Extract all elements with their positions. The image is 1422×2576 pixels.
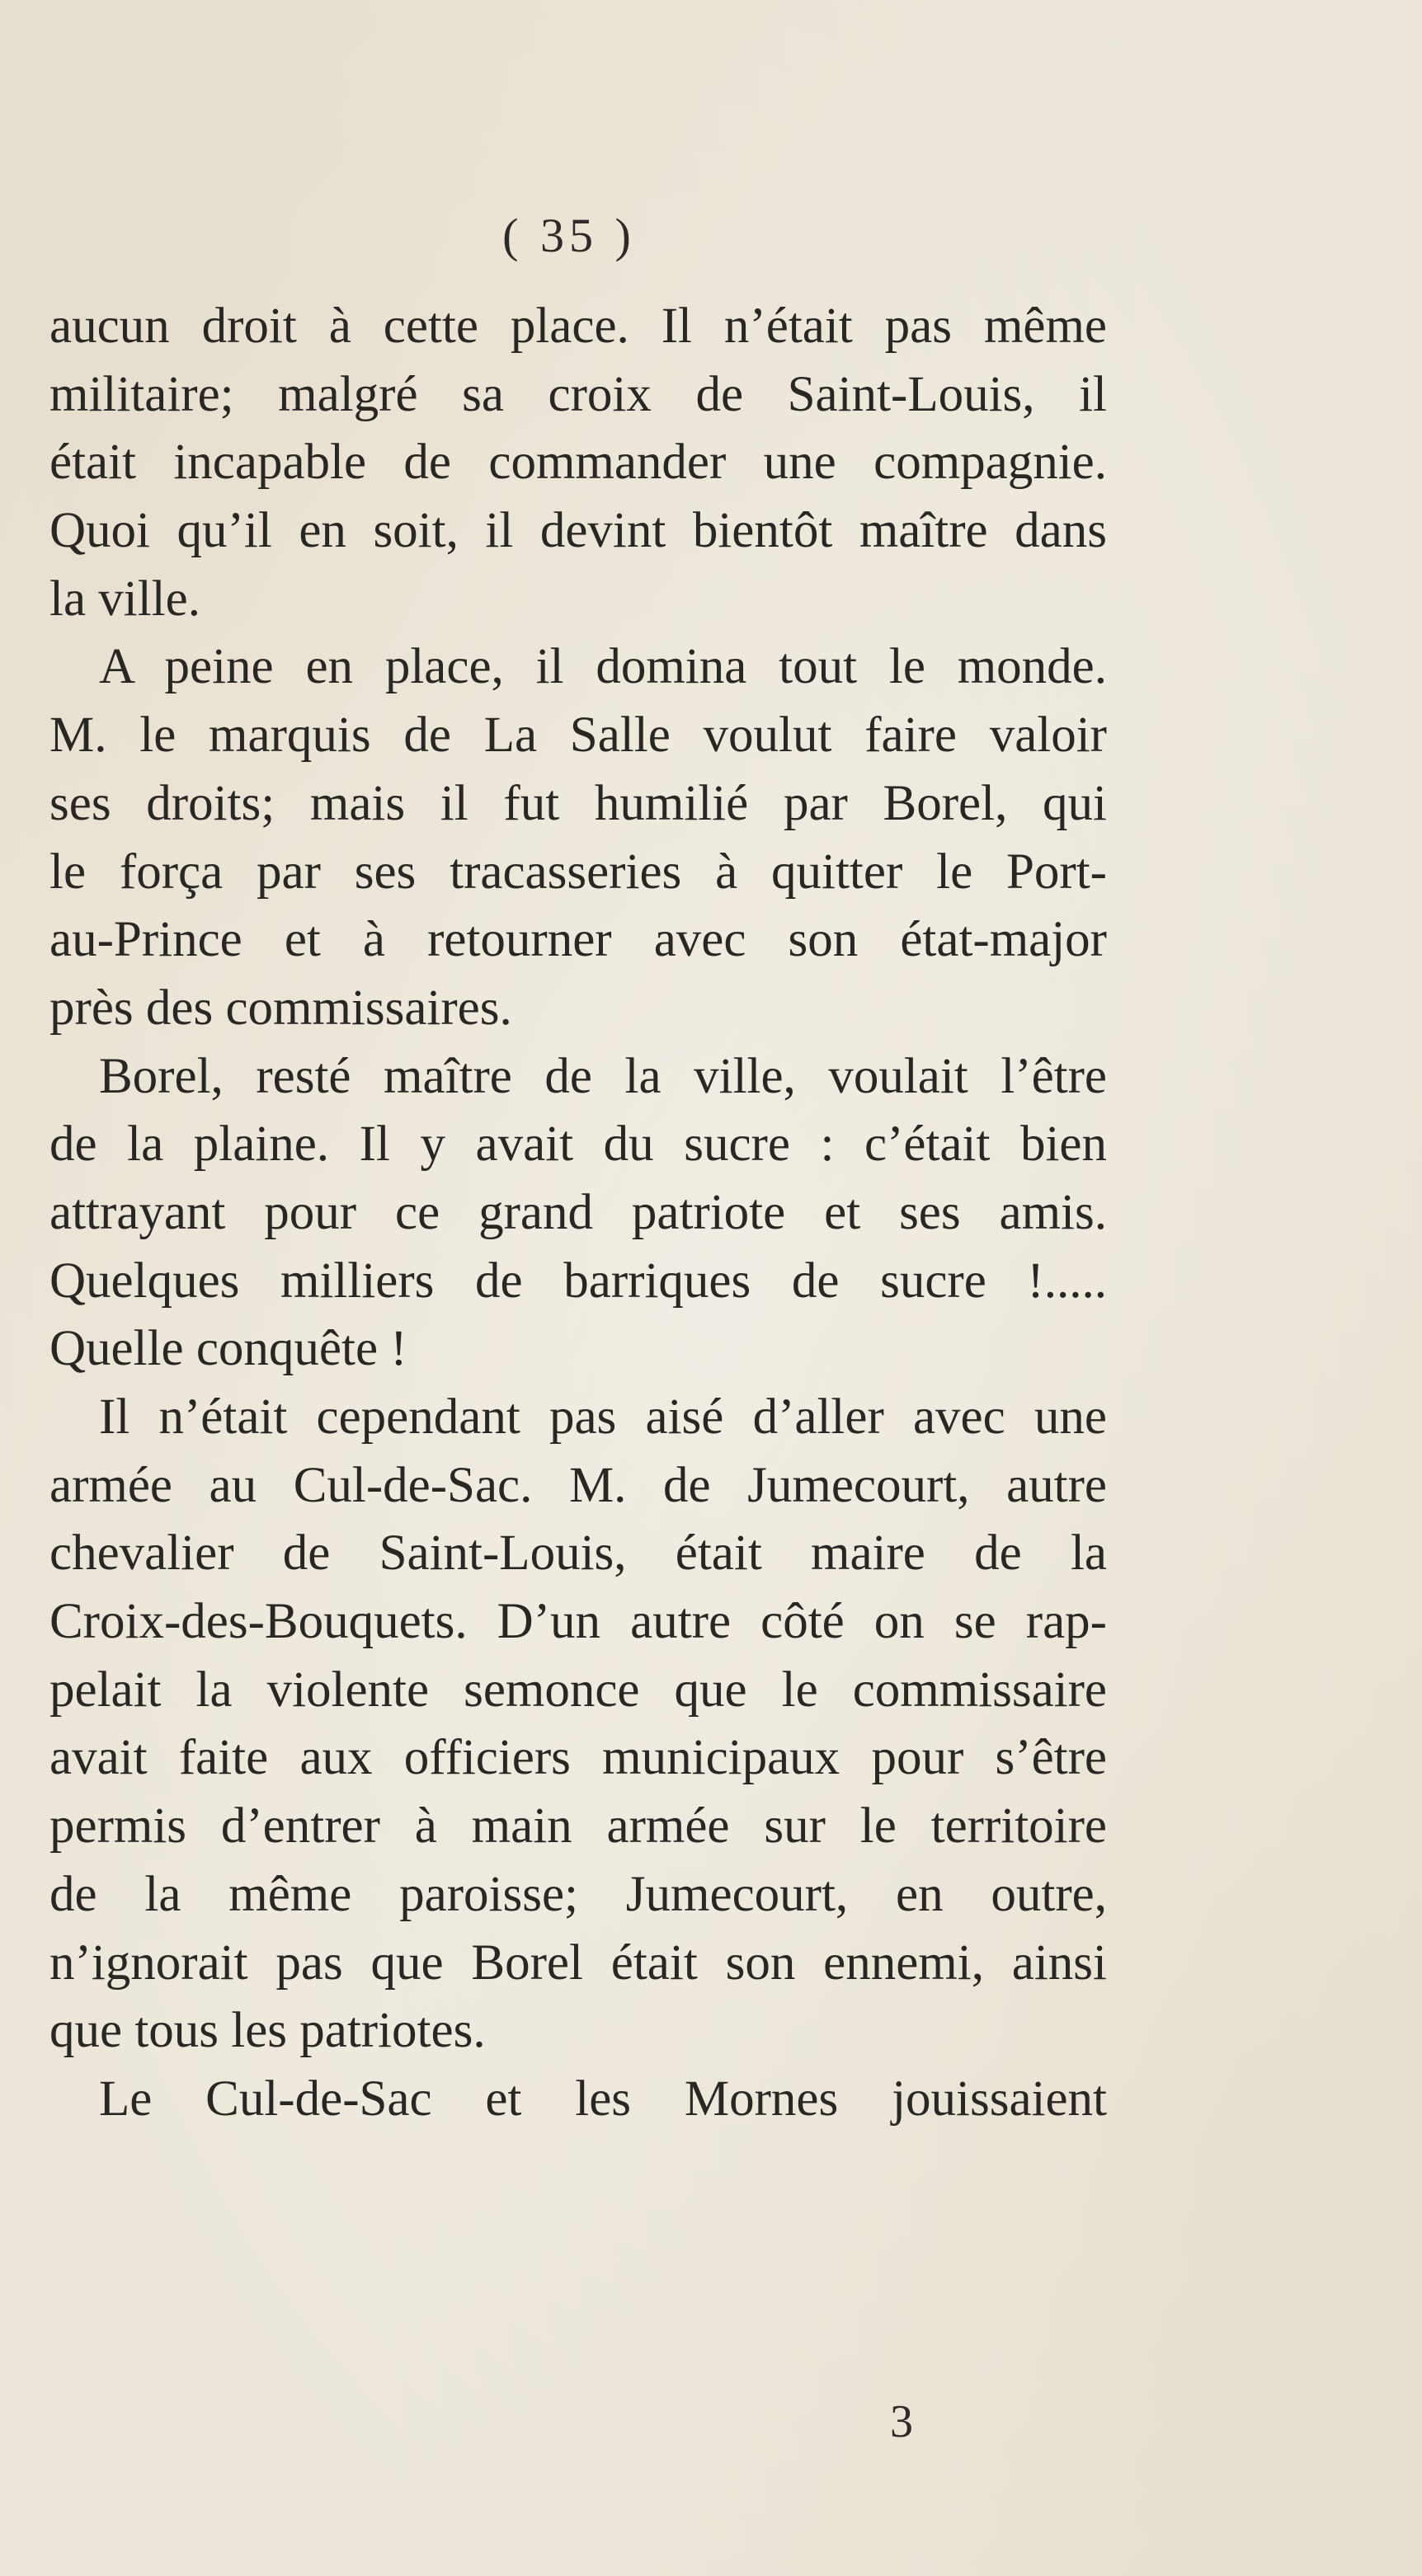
text-line: n’ignorait pas que Borel était son ennemi, ainsi xyxy=(49,1934,1107,1991)
text-line: était incapable de commander une compagnie. xyxy=(49,435,1107,491)
text-line: attrayant pour ce grand patriote et ses amis. xyxy=(49,1184,1107,1240)
text-line: Quoi qu’il en soit, il devint bientôt maître dans xyxy=(49,503,1107,559)
text-line: permis d’entrer à main armée sur le territoire xyxy=(49,1798,1107,1854)
text-line: ses droits; mais il fut humilié par Borel, qui xyxy=(49,775,1107,831)
text-line: Le Cul-de-Sac et les Mornes jouissaient xyxy=(99,2071,1107,2127)
text-line: le força par ses tracasseries à quitter le Port- xyxy=(49,844,1107,900)
text-line: M. le marquis de La Salle voulut faire valoir xyxy=(49,707,1107,764)
body-text xyxy=(49,293,1107,2134)
text-line: pelait la violente semonce que le commissaire xyxy=(49,1662,1107,1718)
text-line: que tous les patriotes. xyxy=(49,2003,486,2059)
signature-mark: 3 xyxy=(890,2396,913,2447)
text-line: Il n’était cependant pas aisé d’aller avec une xyxy=(99,1389,1107,1445)
text-line: Croix-des-Bouquets. D’un autre côté on se rap- xyxy=(49,1594,1107,1650)
text-line: de la plaine. Il y avait du sucre : c’était bien xyxy=(49,1116,1107,1173)
text-line: chevalier de Saint-Louis, était maire de la xyxy=(49,1525,1107,1582)
text-line: Borel, resté maître de la ville, voulait l’être xyxy=(99,1048,1107,1104)
text-line: la ville. xyxy=(49,571,200,627)
text-line: au-Prince et à retourner avec son état-major xyxy=(49,912,1107,968)
text-line: Quelle conquête ! xyxy=(49,1321,407,1377)
text-line: militaire; malgré sa croix de Saint-Louis, il xyxy=(49,366,1107,422)
page-number: ( 35 ) xyxy=(502,209,636,262)
text-line: A peine en place, il domina tout le monde. xyxy=(99,639,1107,695)
text-line: de la même paroisse; Jumecourt, en outre, xyxy=(49,1866,1107,1922)
text-line: près des commissaires. xyxy=(49,980,512,1036)
text-line: aucun droit à cette place. Il n’était pas même xyxy=(49,298,1107,354)
text-line: avait faite aux officiers municipaux pour s’être xyxy=(49,1730,1107,1786)
text-line: Quelques milliers de barriques de sucre !..... xyxy=(49,1253,1107,1309)
text-line: armée au Cul-de-Sac. M. de Jumecourt, autre xyxy=(49,1457,1107,1513)
